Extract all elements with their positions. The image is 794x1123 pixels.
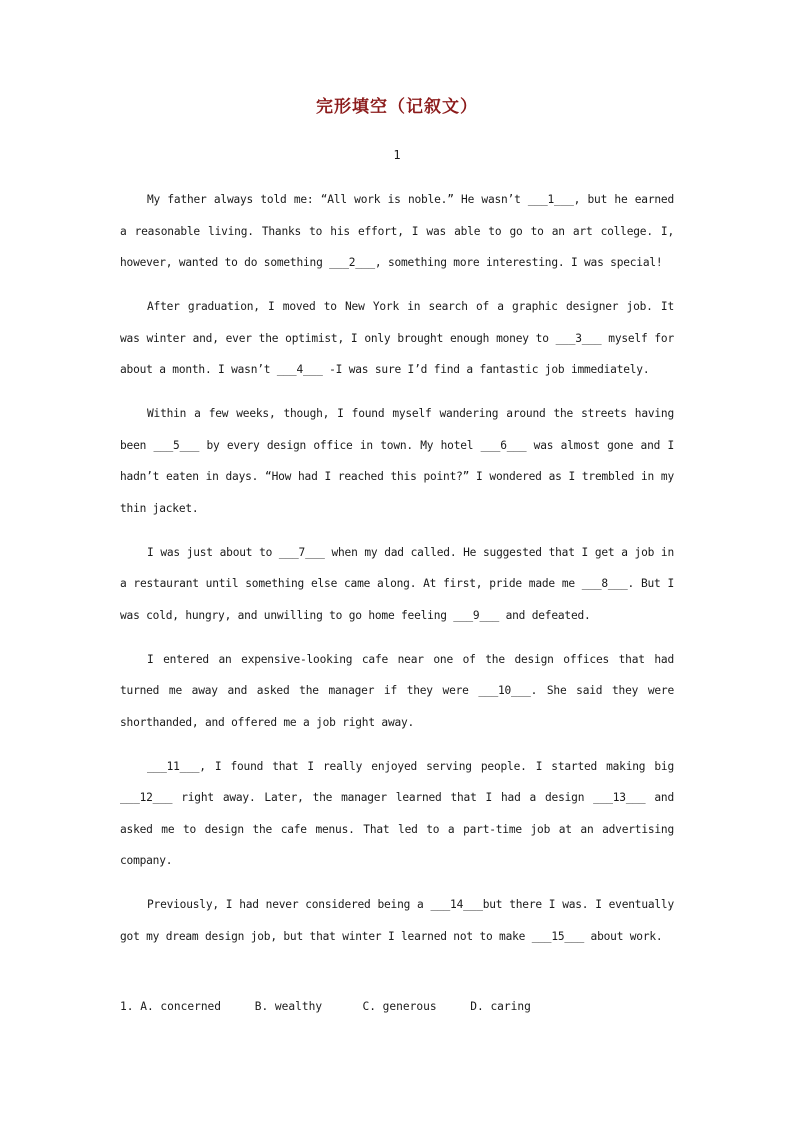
paragraph-6: ___11___, I found that I really enjoyed serving people. I started making big ___12___ right away. Later, the manager learned that I had a design ___13___ and asked me to design the cafe menus. That led to a part-time job at an advertising company.: [120, 759, 674, 867]
paragraph-1: My father always told me: “All work is noble.” He wasn’t ___1___, but he earned a reasonable living. Thanks to his effort, I was able to go to an art college. I, however, wanted to do something ___2___, something more interesting. I was special!: [120, 193, 674, 269]
paragraph-4: I was just about to ___7___ when my dad called. He suggested that I get a job in a restaurant until something else came along. At first, pride made me ___8___. But I was cold, hungry, and unwilling to go home feeling ___9___ and defeated.: [120, 545, 674, 622]
page-number: 1: [393, 148, 401, 162]
paragraph-2: After graduation, I moved to New York in search of a graphic designer job. It was winter and, ever the optimist, I only brought enough money to ___3___ myself for about a month. I wasn’t ___4___ -I was sure I’d find a fantastic job immediately.: [120, 300, 674, 376]
paragraph-7: Previously, I had never considered being a ___14___but there I was. I eventually got my dream design job, but that winter I learned not to make ___15___ about work.: [120, 898, 674, 943]
paragraph-3: Within a few weeks, though, I found myself wandering around the streets having been ___5___ by every design office in town. My hotel ___6___ was almost gone and I hadn’t eaten in days. “How had I reached this point?” I wondered as I trembled in my thin jacket.: [120, 407, 674, 515]
paragraph-5: I entered an expensive-looking cafe near one of the design offices that had turned me away and asked the manager if they were ___10___. She said they were shorthanded, and offered me a job right away.: [120, 652, 674, 729]
question-1-options: 1. A. concerned B. wealthy C. generous D. caring: [120, 1000, 531, 1013]
page-title: 完形填空（记叙文）: [316, 97, 478, 117]
passage: [120, 184, 674, 965]
